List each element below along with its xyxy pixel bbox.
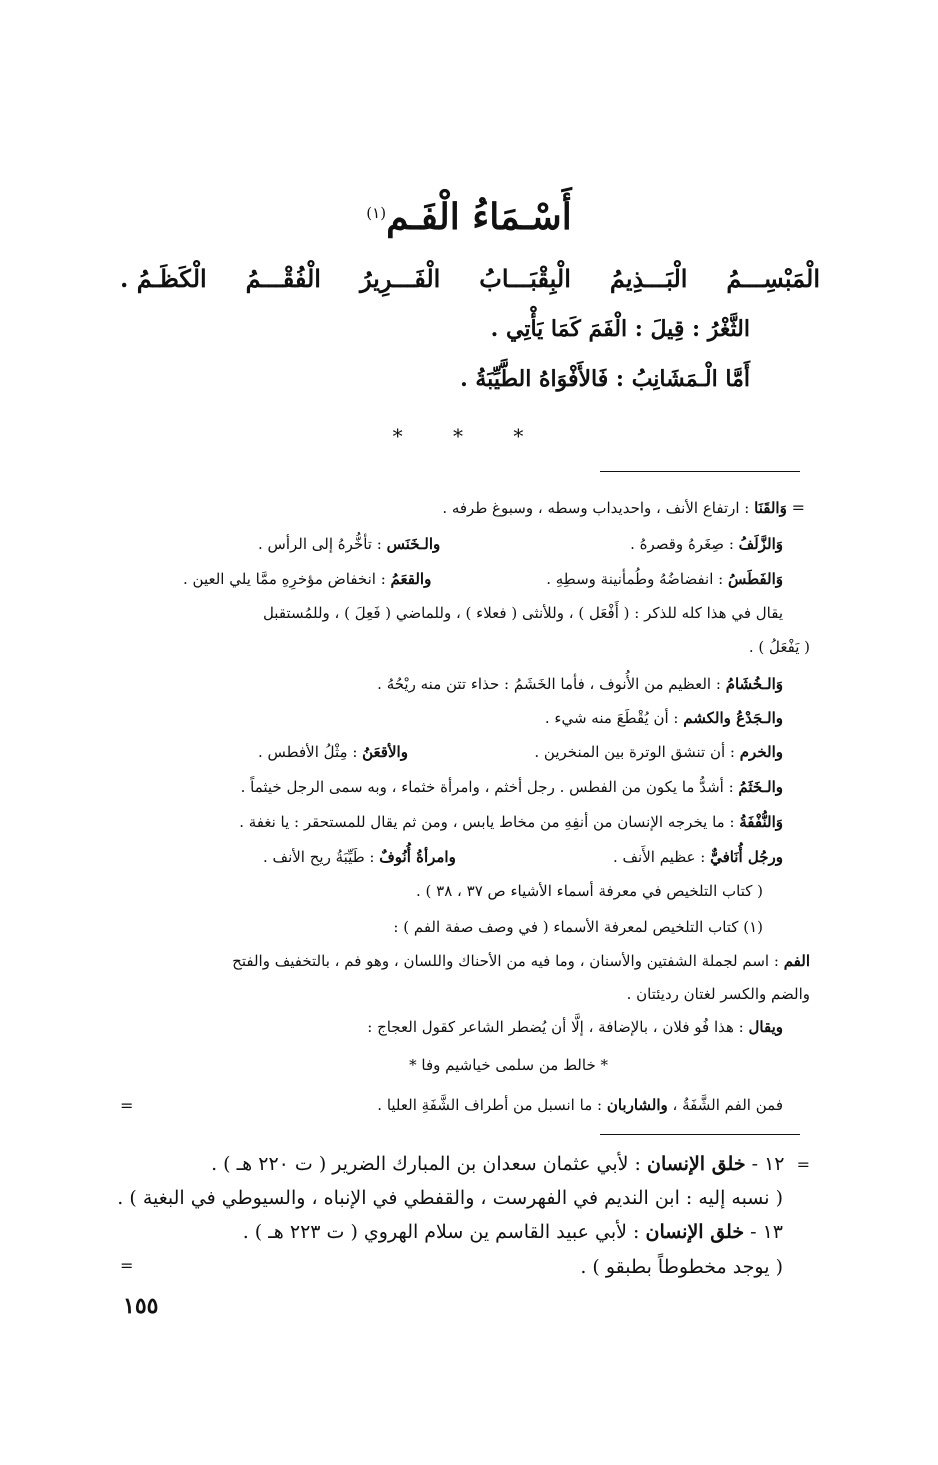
footnote-term: وامرأةُ أُنُوفٌ (379, 848, 456, 866)
footnote-text: : أن يُقْطَعَ منه شيء . (544, 709, 684, 727)
continuation-mark: = (796, 1155, 810, 1174)
verse-text: : قِيلَ : الْفَمَ كَمَا يَأْتِي . (490, 316, 708, 342)
footnote-citation: ( كتاب التلخيص في معرفة أسماء الأشياء ص ٣٧ ، ٣٨ ) . (415, 882, 763, 900)
entry-number: ١٣ - (744, 1221, 783, 1243)
footnote-line (377, 1096, 783, 1114)
verse-term: أَمَّا الْـمَشَانِبُ (631, 366, 750, 392)
continuation-mark: = (120, 1096, 134, 1115)
footnote-text: : هذا فُو فلان ، بالإضافة ، إلَّا أن يُضطر الشاعر كقول العجاج : (367, 1018, 749, 1036)
footnote-text: : طَيِّبَةُ ريح الأنف . (263, 848, 380, 866)
footnote-text: فمن الفم الشَّفَةُ ، (667, 1096, 783, 1114)
footnote-text: : العظيم من الأُنوف ، فأما الخَشَمُ : حذاء تتن منه ريْحُهُ . (377, 675, 726, 693)
name-item: الْفُقْـــمُ (245, 264, 321, 293)
footnote-term: وَالزَّلَفُ (738, 535, 783, 553)
footnote-text: : ما انسبل من أطراف الشَّفَةِ العليا . (377, 1096, 607, 1114)
names-line (120, 264, 820, 293)
verse-line (460, 366, 750, 392)
footnote-line (367, 1018, 783, 1036)
footnote-text: : تأخُّرهُ إلى الرأس . (258, 535, 387, 553)
continuation-mark: = (791, 498, 805, 517)
footnote-term: الفم (783, 952, 810, 970)
verse-term: الثَّغْرُ (707, 316, 750, 342)
footnote-text: : أن تنشق الوترة بين المنخرين . (534, 743, 740, 761)
poetry-verse: * خالط من سلمى خياشيم وفا * (409, 1056, 608, 1074)
footnote-line (263, 848, 783, 866)
footnote-term: والـخَنَس (386, 535, 441, 553)
name-item: الْبِقْبَـــابُ (479, 264, 571, 293)
entry-text: : لأبي عبيد القاسم ين سلام الهروي ( ت ٢٢٣ هـ ) . (242, 1221, 646, 1243)
entry-number: ١٢ - (745, 1153, 785, 1175)
verse-text: : فَالأَفْوَاهُ الطَّيِّبَةُ . (460, 366, 632, 392)
name-item: الْبَـــذِيمُ (609, 264, 688, 293)
bibliography-line: ( نسبه إليه : ابن النديم في الفهرست ، والقفطي في الإنباه ، والسيوطي في البغية ) . (117, 1187, 783, 1209)
book-title: خلق الإنسان (646, 1153, 746, 1175)
footnote-line (442, 498, 805, 517)
footnote-term: وَالفَطَسُ (728, 570, 783, 588)
footnote-line: يقال في هذا كله للذكر : ( أَفْعَل ) ، وللأنثى ( فعلاء ) ، وللماضي ( فَعِلَ ) ، وللمُستقبل (262, 604, 783, 622)
footnote-term: والقعَمُ (390, 570, 432, 588)
footnote-term: ويقال (748, 1018, 783, 1036)
footnote-term: وَالنُّفْفَةُ (739, 813, 783, 831)
footnote-line (241, 778, 783, 796)
footnote-term: وَالـخُشَامُ (725, 675, 783, 693)
footnote-term: والأقعَنُ (362, 743, 408, 761)
footnote-text: : ارتفاع الأنف ، واحديداب وسطه ، وسبوغ طرفه . (442, 499, 755, 517)
footnote-rule (600, 471, 800, 472)
footnote-term: ورجُل أُنَافيٌّ (710, 848, 783, 866)
footnote-term: والخرم (739, 743, 783, 761)
footnote-line: والضم والكسر لغتان رديئتان . (626, 985, 810, 1003)
footnote-line: ( يَفْعَلُ ) . (748, 638, 810, 656)
footnote-line (545, 709, 783, 727)
footnote-text: : انفضاضُهُ وطُمأنينة وسطِهِ . (546, 570, 728, 588)
footnote-term: والـجَدْعُ والكشم (683, 709, 783, 727)
footnote-term: وَالقَنَا (754, 499, 787, 517)
footnote-rule (600, 1134, 800, 1135)
verse-line (491, 316, 750, 342)
footnote-text: : صِغَرهُ وقصرهُ . (630, 535, 739, 553)
bibliography-line (243, 1221, 783, 1243)
title-text: أَسْـمَاءُ الْفَـم (386, 196, 572, 238)
bibliography-line (211, 1153, 810, 1175)
section-separator: * * * (392, 424, 546, 448)
footnote-text: : ما يخرجه الإنسان من أنفِهِ من مخاط يابس ، ومن ثم يقال للمستحقر : يا نغفة . (239, 813, 740, 831)
page-number: ١٥٥ (123, 1293, 159, 1319)
footnote-line: (١) كتاب التلخيص لمعرفة الأسماء ( في وصف صفة الفم ) : (393, 918, 763, 936)
footnote-text: : عظيم الأَنف . (612, 848, 711, 866)
footnote-term: والـخَثَمُ (738, 778, 783, 796)
footnote-line (258, 743, 783, 761)
entry-text: : لأبي عثمان سعدان بن المبارك الضرير ( ت ٢٢٠ هـ ) . (211, 1153, 647, 1175)
footnote-line (183, 570, 783, 588)
bibliography-line: ( يوجد مخطوطاً بطبقو ) . (580, 1256, 783, 1278)
footnote-line (377, 675, 783, 693)
continuation-mark: = (120, 1256, 134, 1275)
name-item: الْمَبْسِـــمُ (726, 264, 820, 293)
footnote-text: : أشدُّ ما يكون من الفطس . رجل أخثم ، وامرأة خثماء ، وبه سمى الرجل خيثماً . (240, 778, 739, 796)
footnote-line (239, 813, 783, 831)
footnote-line (232, 952, 810, 970)
name-item: الْفَـــرِيرُ (359, 264, 441, 293)
footnote-text: : انخفاض مؤخرِهِ ممَّا يلي العين . (183, 570, 391, 588)
title-footnote-marker: (١) (366, 204, 387, 222)
footnote-text: : مِثْلُ الأفطس . (258, 743, 363, 761)
footnote-term: والشاربان (606, 1096, 668, 1114)
name-item: الْكَظَـمُ . (120, 264, 207, 293)
footnote-text: : اسم لجملة الشفتين والأسنان ، وما فيه من الأحناك واللسان ، وهو فم ، بالتخفيف والفتح (232, 952, 784, 970)
page-title (0, 196, 938, 238)
book-title: خلق الإنسان (645, 1221, 745, 1243)
footnote-line (258, 535, 783, 553)
